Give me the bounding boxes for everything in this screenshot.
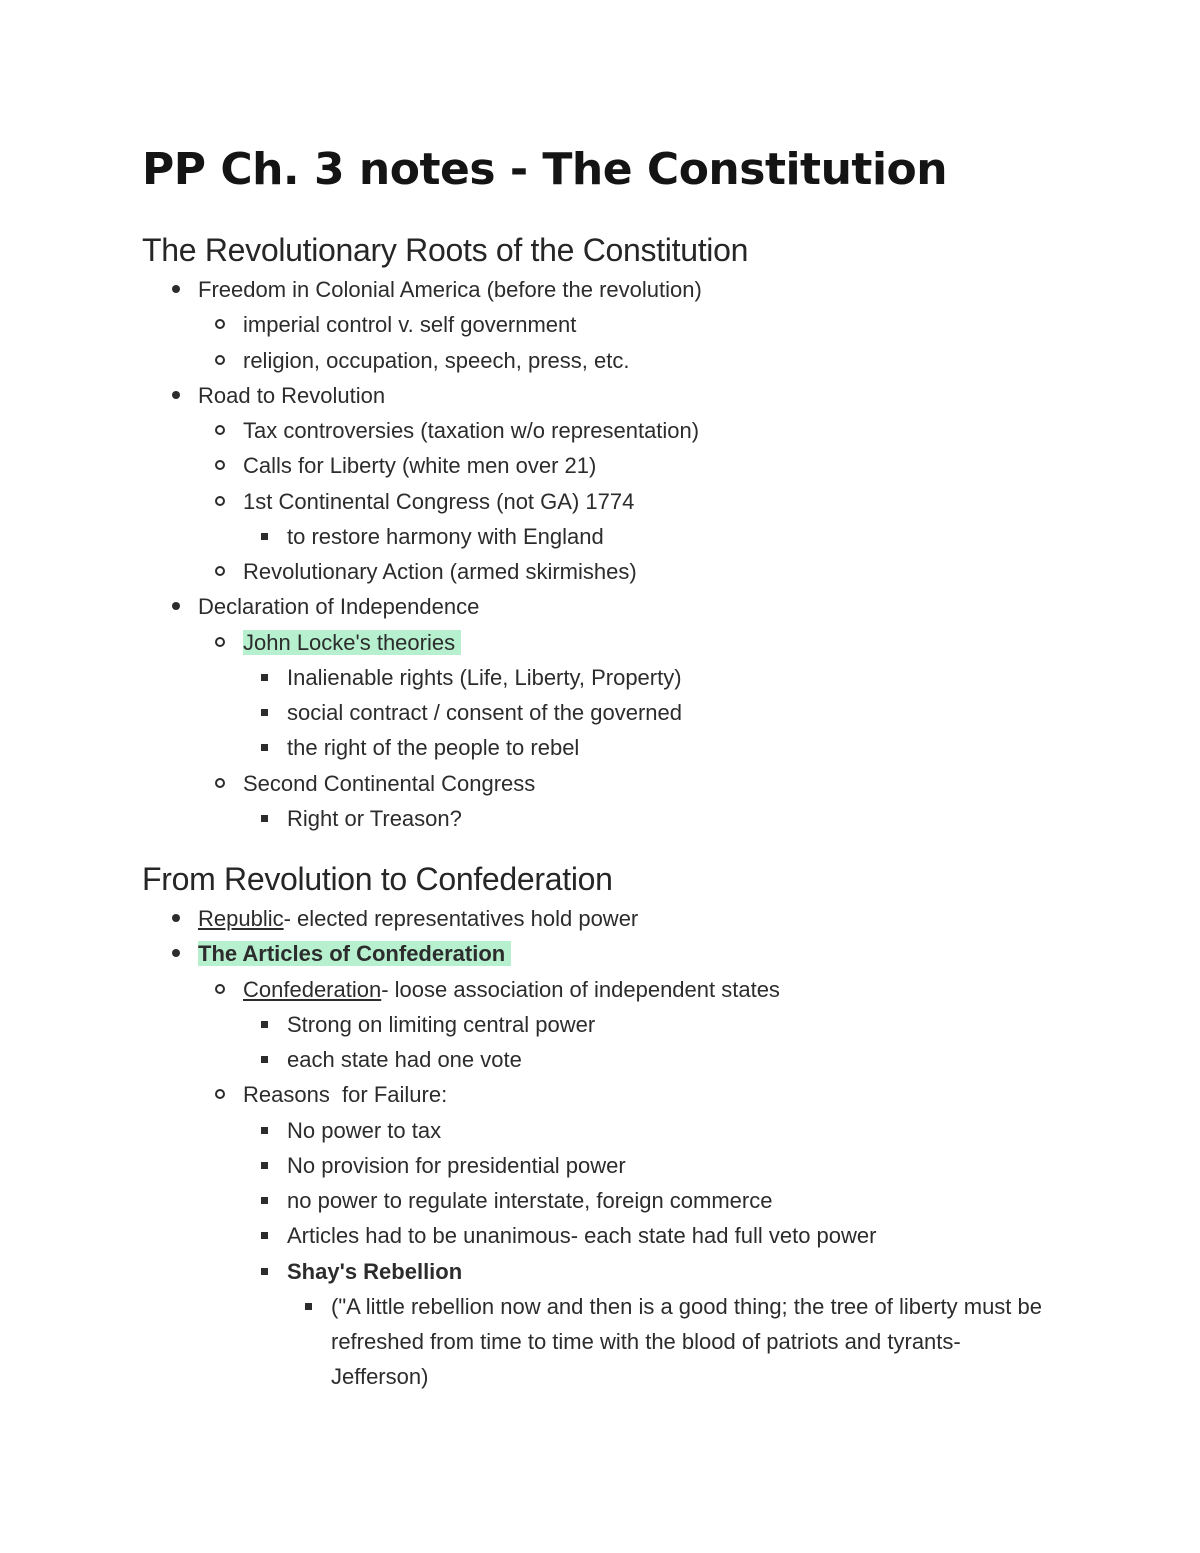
section-list-revolution-to-confederation xyxy=(142,901,1102,1395)
list-item xyxy=(142,554,1102,589)
list-item xyxy=(142,1077,1102,1112)
bullet-square-icon xyxy=(259,1254,271,1289)
list-item xyxy=(142,589,1102,624)
bullet-disc-icon xyxy=(171,901,183,936)
list-item xyxy=(142,1289,1102,1395)
bullet-disc-icon xyxy=(171,378,183,413)
list-item-text: Declaration of Independence xyxy=(198,594,480,620)
bullet-disc-icon xyxy=(171,936,183,971)
list-item-text: 1st Continental Congress (not GA) 1774 xyxy=(243,488,635,514)
list-item-text: Right or Treason? xyxy=(287,805,462,831)
list-item xyxy=(142,695,1102,730)
bullet-circle-icon xyxy=(215,343,227,378)
bullet-square-icon xyxy=(259,1042,271,1077)
list-item xyxy=(142,413,1102,448)
list-item xyxy=(142,1218,1102,1253)
list-item xyxy=(142,1183,1102,1218)
list-item-text: Second Continental Congress xyxy=(243,770,536,796)
bullet-square-icon xyxy=(259,1148,271,1183)
bullet-disc-icon xyxy=(171,272,183,307)
bullet-square-icon xyxy=(259,730,271,765)
list-item-text: Tax controversies (taxation w/o representation) xyxy=(243,418,700,443)
list-item-text: No provision for presidential power xyxy=(287,1152,626,1178)
list-item-text: Calls for Liberty (white men over 21) xyxy=(243,453,597,479)
list-item xyxy=(142,625,1102,660)
bullet-circle-icon xyxy=(215,413,227,448)
list-item-text: Inalienable rights (Life, Liberty, Property) xyxy=(287,664,682,690)
list-item-text: no power to regulate interstate, foreign commerce xyxy=(287,1188,773,1213)
bullet-square-icon xyxy=(303,1289,315,1324)
underlined-term: Republic xyxy=(198,906,284,931)
list-item-text: imperial control v. self government xyxy=(243,312,577,338)
bullet-circle-icon xyxy=(215,307,227,342)
list-item xyxy=(142,1254,1102,1289)
list-item xyxy=(142,1113,1102,1148)
bold-text: Shay's Rebellion xyxy=(287,1258,463,1284)
list-item xyxy=(142,448,1102,483)
list-item-text: to restore harmony with England xyxy=(287,523,604,549)
bullet-circle-icon xyxy=(215,554,227,589)
quote-text: ("A little rebellion now and then is a good thing; the tree of liberty must be refreshed from time to time with the blood of patriots and tyrants- Jefferson) xyxy=(331,1293,1043,1390)
list-item-text: each state had one vote xyxy=(287,1047,522,1072)
list-item xyxy=(142,801,1102,836)
list-item xyxy=(142,901,1102,936)
list-item xyxy=(142,730,1102,765)
list-item-text: the right of the people to rebel xyxy=(287,735,580,761)
list-item xyxy=(142,1042,1102,1077)
list-item xyxy=(142,1148,1102,1183)
document-page xyxy=(142,138,1102,1395)
list-item xyxy=(142,660,1102,695)
list-item-text: Freedom in Colonial America (before the revolution) xyxy=(198,277,702,302)
underlined-term: Confederation xyxy=(243,976,382,1002)
bullet-circle-icon xyxy=(215,972,227,1007)
list-item xyxy=(142,519,1102,554)
term-definition: - loose association of independent states xyxy=(381,976,780,1002)
section-list-revolutionary-roots xyxy=(142,272,1102,836)
list-item xyxy=(142,972,1102,1007)
highlighted-text: John Locke's theories xyxy=(243,630,461,655)
term-definition: - elected representatives hold power xyxy=(283,906,639,931)
list-item-text: Reasons for Failure: xyxy=(243,1082,448,1108)
list-item xyxy=(142,936,1102,971)
list-item xyxy=(142,1007,1102,1042)
section-heading-revolutionary-roots: The Revolutionary Roots of the Constitution xyxy=(142,232,749,268)
list-item xyxy=(142,484,1102,519)
list-item-text: Strong on limiting central power xyxy=(287,1011,596,1037)
section-heading-revolution-to-confederation: From Revolution to Confederation xyxy=(142,861,613,897)
list-item xyxy=(142,343,1102,378)
list-item-text: Articles had to be unanimous- each state had full veto power xyxy=(287,1223,877,1249)
bullet-square-icon xyxy=(259,660,271,695)
bullet-circle-icon xyxy=(215,766,227,801)
bullet-disc-icon xyxy=(171,589,183,624)
list-item xyxy=(142,307,1102,342)
page-title: PP Ch. 3 notes - The Constitution xyxy=(142,144,948,195)
bullet-square-icon xyxy=(259,519,271,554)
bullet-circle-icon xyxy=(215,448,227,483)
list-item xyxy=(142,378,1102,413)
bullet-square-icon xyxy=(259,801,271,836)
bullet-circle-icon xyxy=(215,625,227,660)
list-item xyxy=(142,766,1102,801)
bullet-square-icon xyxy=(259,695,271,730)
bullet-square-icon xyxy=(259,1007,271,1042)
list-item-text: No power to tax xyxy=(287,1117,442,1143)
bullet-square-icon xyxy=(259,1113,271,1148)
list-item-text: social contract / consent of the governed xyxy=(287,700,683,725)
list-item-text: Road to Revolution xyxy=(198,382,386,408)
list-item-text: Revolutionary Action (armed skirmishes) xyxy=(243,559,637,584)
bullet-square-icon xyxy=(259,1183,271,1218)
list-item-text: religion, occupation, speech, press, etc. xyxy=(243,347,630,373)
bullet-circle-icon xyxy=(215,484,227,519)
highlighted-bold-text: The Articles of Confederation xyxy=(198,941,511,966)
bullet-square-icon xyxy=(259,1218,271,1253)
list-item xyxy=(142,272,1102,307)
bullet-circle-icon xyxy=(215,1077,227,1112)
